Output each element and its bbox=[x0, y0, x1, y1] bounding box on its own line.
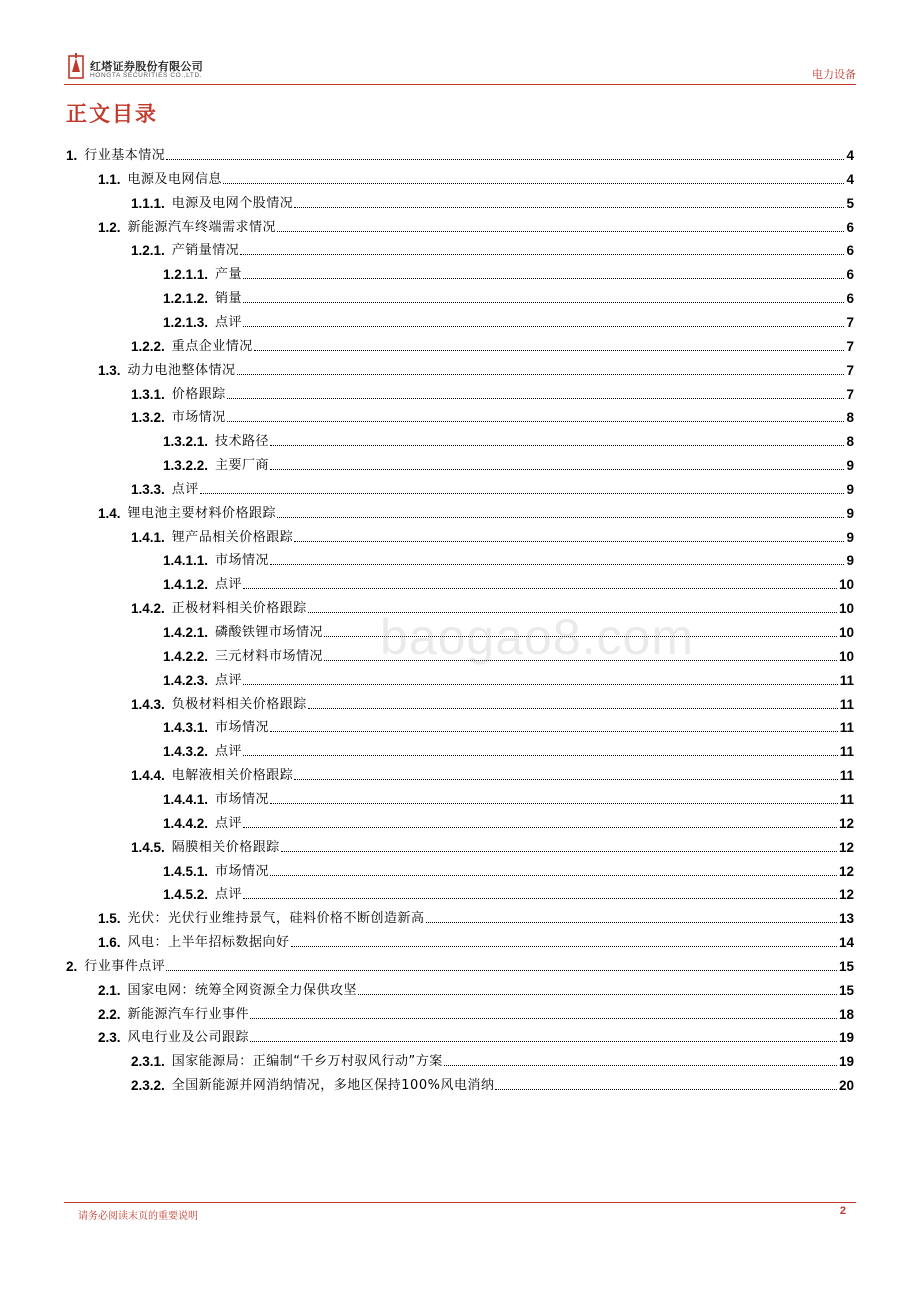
toc-entry-title: 销量 bbox=[215, 291, 243, 307]
toc-entry-page: 11 bbox=[839, 768, 854, 784]
toc-dot-leader bbox=[324, 660, 837, 661]
toc-entry-page: 15 bbox=[838, 982, 854, 998]
toc-entry-title: 价格跟踪 bbox=[171, 386, 226, 402]
toc-entry-title: 点评 bbox=[215, 672, 243, 688]
toc-dot-leader bbox=[270, 469, 844, 470]
toc-entry[interactable] bbox=[66, 593, 854, 617]
toc-dot-leader bbox=[358, 994, 837, 995]
toc-entry-page: 11 bbox=[839, 791, 854, 807]
toc-entry-page: 19 bbox=[838, 1054, 854, 1070]
toc-entry-page: 10 bbox=[838, 577, 854, 593]
toc-entry-title: 风电行业及公司跟踪 bbox=[127, 1030, 250, 1046]
toc-entry-number: 2.2. bbox=[98, 1006, 121, 1022]
company-name-cn: 红塔证券股份有限公司 bbox=[90, 60, 203, 73]
toc-entry[interactable] bbox=[66, 665, 854, 689]
toc-entry-title: 正极材料相关价格跟踪 bbox=[171, 601, 307, 617]
toc-entry-number: 1.4.2.1. bbox=[163, 625, 209, 640]
toc-entry[interactable] bbox=[66, 474, 854, 498]
toc-entry[interactable] bbox=[66, 355, 854, 379]
company-logo-icon bbox=[66, 52, 86, 80]
toc-entry-title: 电源及电网个股情况 bbox=[171, 195, 294, 211]
toc-entry-title: 新能源汽车行业事件 bbox=[127, 1006, 250, 1022]
toc-entry[interactable] bbox=[66, 569, 854, 593]
toc-entry-number: 1.3.2. bbox=[131, 410, 165, 426]
toc-dot-leader bbox=[270, 731, 838, 732]
toc-entry-page: 9 bbox=[846, 481, 854, 497]
toc-entry-title: 磷酸铁锂市场情况 bbox=[215, 625, 324, 640]
toc-entry-page: 6 bbox=[846, 219, 854, 235]
toc-title: 正文目录 bbox=[66, 101, 158, 126]
toc-entry-page: 11 bbox=[839, 720, 854, 736]
toc-entry-title: 市场情况 bbox=[215, 553, 270, 569]
toc-entry-title: 动力电池整体情况 bbox=[127, 362, 236, 378]
toc-entry[interactable] bbox=[66, 736, 854, 760]
toc-dot-leader bbox=[250, 1041, 837, 1042]
toc-entry-page: 12 bbox=[838, 815, 854, 831]
toc-entry[interactable] bbox=[66, 879, 854, 903]
toc-entry-page: 12 bbox=[838, 839, 854, 855]
toc-entry-title: 国家能源局：正编制“千乡万村驭风行动”方案 bbox=[171, 1054, 443, 1070]
toc-entry-title: 隔膜相关价格跟踪 bbox=[171, 839, 280, 855]
toc-entry-number: 2. bbox=[66, 958, 78, 974]
toc-entry-number: 1.2.1.1. bbox=[163, 267, 209, 283]
toc-entry-number: 1.4.4.2. bbox=[163, 815, 209, 831]
toc-entry-number: 1.4.2. bbox=[131, 601, 165, 617]
toc-entry-number: 1.3.3. bbox=[131, 481, 165, 497]
toc-entry-number: 1.1. bbox=[98, 171, 121, 187]
toc-dot-leader bbox=[243, 827, 837, 828]
toc-dot-leader bbox=[243, 684, 838, 685]
toc-entry-title: 重点企业情况 bbox=[171, 338, 253, 354]
toc-entry-page: 6 bbox=[846, 243, 854, 259]
toc-entry[interactable] bbox=[66, 545, 854, 569]
toc-entry-title: 市场情况 bbox=[171, 410, 226, 426]
toc-dot-leader bbox=[200, 493, 845, 494]
toc-entry-title: 国家电网：统筹全网资源全力保供攻坚 bbox=[127, 982, 358, 998]
toc-entry-page: 4 bbox=[846, 148, 854, 163]
toc-dot-leader bbox=[270, 564, 844, 565]
toc-entry-title: 技术路径 bbox=[215, 434, 270, 450]
toc-entry-title: 锂电池主要材料价格跟踪 bbox=[127, 505, 277, 521]
toc-entry-number: 1.6. bbox=[98, 935, 121, 951]
toc-entry[interactable] bbox=[66, 927, 854, 951]
toc-entry-title: 主要厂商 bbox=[215, 458, 270, 474]
toc-entry-number: 1.4.2.2. bbox=[163, 648, 209, 664]
toc-entry-number: 1.3.2.2. bbox=[163, 458, 209, 474]
toc-entry-page: 12 bbox=[838, 887, 854, 903]
toc-entry-title: 行业基本情况 bbox=[84, 148, 166, 163]
footer-note: 请务必阅读末页的重要说明 bbox=[78, 1211, 198, 1222]
toc-entry-number: 1.4.5. bbox=[131, 839, 165, 855]
toc-dot-leader bbox=[166, 159, 844, 160]
toc-entry[interactable] bbox=[66, 1070, 854, 1094]
toc-entry-number: 1.4.4. bbox=[131, 768, 165, 784]
toc-dot-leader bbox=[308, 612, 837, 613]
toc-dot-leader bbox=[227, 398, 845, 399]
toc-dot-leader bbox=[243, 326, 844, 327]
toc-entry-page: 7 bbox=[846, 338, 854, 354]
toc-entry-page: 7 bbox=[846, 386, 854, 402]
toc-entry-page: 10 bbox=[838, 601, 854, 617]
toc-entry[interactable] bbox=[66, 1022, 854, 1046]
toc-dot-leader bbox=[277, 231, 844, 232]
toc-entry-title: 点评 bbox=[215, 744, 243, 760]
toc-entry[interactable] bbox=[66, 951, 854, 975]
toc-entry-number: 1.4.1.1. bbox=[163, 553, 209, 569]
toc-entry-page: 10 bbox=[838, 625, 854, 640]
company-name-en: HONGTA SECURITIES CO.,LTD. bbox=[90, 72, 203, 79]
toc-entry-title: 市场情况 bbox=[215, 863, 270, 879]
toc-entry-number: 1.4.5.1. bbox=[163, 863, 209, 879]
toc-entry-number: 1.2.2. bbox=[131, 338, 165, 354]
toc-entry-title: 风电：上半年招标数据向好 bbox=[127, 935, 290, 951]
toc-entry-page: 11 bbox=[839, 672, 854, 688]
toc-entry-page: 11 bbox=[839, 696, 854, 712]
toc-dot-leader bbox=[495, 1089, 837, 1090]
toc-entry-page: 14 bbox=[838, 935, 854, 951]
toc-dot-leader bbox=[223, 183, 844, 184]
toc-entry-page: 7 bbox=[846, 362, 854, 378]
toc-entry-page: 7 bbox=[846, 314, 854, 330]
toc-dot-leader bbox=[243, 302, 844, 303]
toc-entry-number: 2.3. bbox=[98, 1030, 121, 1046]
toc-entry-page: 8 bbox=[846, 410, 854, 426]
toc-entry-number: 1.5. bbox=[98, 911, 121, 927]
toc-dot-leader bbox=[270, 875, 837, 876]
toc-entry[interactable] bbox=[66, 140, 854, 164]
toc-entry-title: 点评 bbox=[215, 314, 243, 330]
toc-entry-title: 行业事件点评 bbox=[84, 958, 166, 974]
toc-dot-leader bbox=[281, 851, 837, 852]
toc-entry[interactable] bbox=[66, 259, 854, 283]
toc-entry[interactable] bbox=[66, 689, 854, 713]
toc-dot-leader bbox=[426, 922, 837, 923]
toc-entry-page: 11 bbox=[839, 744, 854, 760]
toc-entry[interactable] bbox=[66, 808, 854, 832]
toc-dot-leader bbox=[254, 350, 845, 351]
toc-entry[interactable] bbox=[66, 522, 854, 546]
toc-entry-title: 点评 bbox=[215, 887, 243, 903]
toc-entry-page: 18 bbox=[838, 1006, 854, 1022]
page-header bbox=[0, 0, 920, 84]
toc-entry-page: 10 bbox=[838, 648, 854, 664]
toc-dot-leader bbox=[291, 946, 837, 947]
toc-dot-leader bbox=[324, 636, 837, 637]
toc-entry-title: 点评 bbox=[215, 577, 243, 593]
toc-entry-title: 三元材料市场情况 bbox=[215, 648, 324, 664]
toc-entry-page: 13 bbox=[838, 911, 854, 927]
toc-entry-title: 产量 bbox=[215, 267, 243, 283]
toc-dot-leader bbox=[294, 541, 844, 542]
toc-entry-number: 1.2.1.2. bbox=[163, 291, 209, 307]
toc-dot-leader bbox=[444, 1065, 837, 1066]
toc-entry-number: 1.4.2.3. bbox=[163, 672, 209, 688]
toc-entry[interactable] bbox=[66, 307, 854, 331]
toc-entry-number: 1.4.5.2. bbox=[163, 887, 209, 903]
toc-entry[interactable] bbox=[66, 402, 854, 426]
toc-entry[interactable] bbox=[66, 498, 854, 522]
toc-entry-number: 1.2.1.3. bbox=[163, 314, 209, 330]
toc-entry-page: 9 bbox=[846, 505, 854, 521]
toc-entry-number: 1.4.4.1. bbox=[163, 791, 209, 807]
toc-entry-page: 5 bbox=[846, 195, 854, 211]
toc-entry-title: 光伏：光伏行业维持景气，硅料价格不断创造新高 bbox=[127, 911, 425, 927]
toc-entry-number: 1.4.3.2. bbox=[163, 744, 209, 760]
toc-dot-leader bbox=[294, 779, 837, 780]
toc-dot-leader bbox=[270, 445, 844, 446]
toc-dot-leader bbox=[237, 374, 845, 375]
toc-entry-number: 1.2.1. bbox=[131, 243, 165, 259]
toc-dot-leader bbox=[243, 755, 838, 756]
toc-entry-number: 1.4.1.2. bbox=[163, 577, 209, 593]
toc-entry-number: 1.4. bbox=[98, 505, 121, 521]
toc-entry[interactable] bbox=[66, 617, 854, 641]
toc-entry-number: 1.2. bbox=[98, 219, 121, 235]
toc-entry-number: 1.4.1. bbox=[131, 529, 165, 545]
toc-entry-number: 2.1. bbox=[98, 982, 121, 998]
toc-entry[interactable] bbox=[66, 212, 854, 236]
toc-entry-title: 负极材料相关价格跟踪 bbox=[171, 696, 307, 712]
toc-entry[interactable] bbox=[66, 832, 854, 856]
toc-entry-title: 市场情况 bbox=[215, 791, 270, 807]
toc-entry[interactable] bbox=[66, 188, 854, 212]
toc-entry-page: 6 bbox=[846, 267, 854, 283]
toc-entry[interactable] bbox=[66, 379, 854, 403]
toc-entry[interactable] bbox=[66, 235, 854, 259]
toc-entry[interactable] bbox=[66, 283, 854, 307]
toc-dot-leader bbox=[243, 588, 837, 589]
toc-entry-page: 9 bbox=[846, 458, 854, 474]
toc-entry-page: 4 bbox=[846, 171, 854, 187]
toc-entry[interactable] bbox=[66, 760, 854, 784]
toc-entry-page: 8 bbox=[846, 434, 854, 450]
toc-entry-title: 锂产品相关价格跟踪 bbox=[171, 529, 294, 545]
toc-entry[interactable] bbox=[66, 426, 854, 450]
toc-entry[interactable] bbox=[66, 331, 854, 355]
toc-entry-page: 12 bbox=[838, 863, 854, 879]
toc-entry[interactable] bbox=[66, 712, 854, 736]
toc-entry[interactable] bbox=[66, 784, 854, 808]
toc-entry[interactable] bbox=[66, 641, 854, 665]
toc-dot-leader bbox=[166, 970, 837, 971]
toc-entry-page: 9 bbox=[846, 529, 854, 545]
toc-dot-leader bbox=[240, 254, 844, 255]
watermark: baogao8.com bbox=[380, 609, 695, 665]
toc-entry-number: 1.4.3.1. bbox=[163, 720, 209, 736]
toc-entry-title: 全国新能源并网消纳情况，多地区保持100%风电消纳 bbox=[171, 1078, 495, 1094]
toc-entry[interactable] bbox=[66, 450, 854, 474]
toc-entry[interactable] bbox=[66, 164, 854, 188]
toc-entry[interactable] bbox=[66, 903, 854, 927]
toc-entry-number: 2.3.1. bbox=[131, 1054, 165, 1070]
toc-entry-number: 1.4.3. bbox=[131, 696, 165, 712]
toc-entry-page: 19 bbox=[838, 1030, 854, 1046]
toc-entry-number: 1.3.2.1. bbox=[163, 434, 209, 450]
page-number: 2 bbox=[839, 1205, 846, 1217]
footer-divider bbox=[64, 1202, 856, 1203]
toc-entry-page: 9 bbox=[846, 553, 854, 569]
toc-entry-number: 1.1.1. bbox=[131, 195, 165, 211]
header-divider bbox=[64, 84, 856, 85]
toc-entry-title: 点评 bbox=[171, 481, 199, 497]
toc-dot-leader bbox=[308, 708, 838, 709]
toc-entry-number: 2.3.2. bbox=[131, 1078, 165, 1094]
toc-entry-number: 1.3.1. bbox=[131, 386, 165, 402]
toc-dot-leader bbox=[243, 898, 837, 899]
toc-entry-title: 新能源汽车终端需求情况 bbox=[127, 219, 277, 235]
toc-entry-title: 市场情况 bbox=[215, 720, 270, 736]
toc-entry-title: 点评 bbox=[215, 815, 243, 831]
toc-entry[interactable] bbox=[66, 975, 854, 999]
toc-entry-title: 电解液相关价格跟踪 bbox=[171, 768, 294, 784]
toc-entry[interactable] bbox=[66, 999, 854, 1023]
toc-entry-page: 6 bbox=[846, 291, 854, 307]
toc-dot-leader bbox=[250, 1018, 837, 1019]
toc-dot-leader bbox=[227, 421, 845, 422]
toc-entry-number: 1.3. bbox=[98, 362, 121, 378]
toc-dot-leader bbox=[270, 803, 838, 804]
toc-dot-leader bbox=[277, 517, 844, 518]
toc-entry-page: 20 bbox=[838, 1078, 854, 1094]
toc-dot-leader bbox=[243, 278, 844, 279]
toc-entry[interactable] bbox=[66, 856, 854, 880]
toc-entry-page: 15 bbox=[838, 958, 854, 974]
toc-entry-title: 电源及电网信息 bbox=[127, 171, 223, 187]
toc-entry[interactable] bbox=[66, 1046, 854, 1070]
toc-entry-title: 产销量情况 bbox=[171, 243, 240, 259]
toc-entry-number: 1. bbox=[66, 148, 78, 163]
toc-dot-leader bbox=[294, 207, 844, 208]
industry-label: 电力设备 bbox=[812, 68, 856, 81]
